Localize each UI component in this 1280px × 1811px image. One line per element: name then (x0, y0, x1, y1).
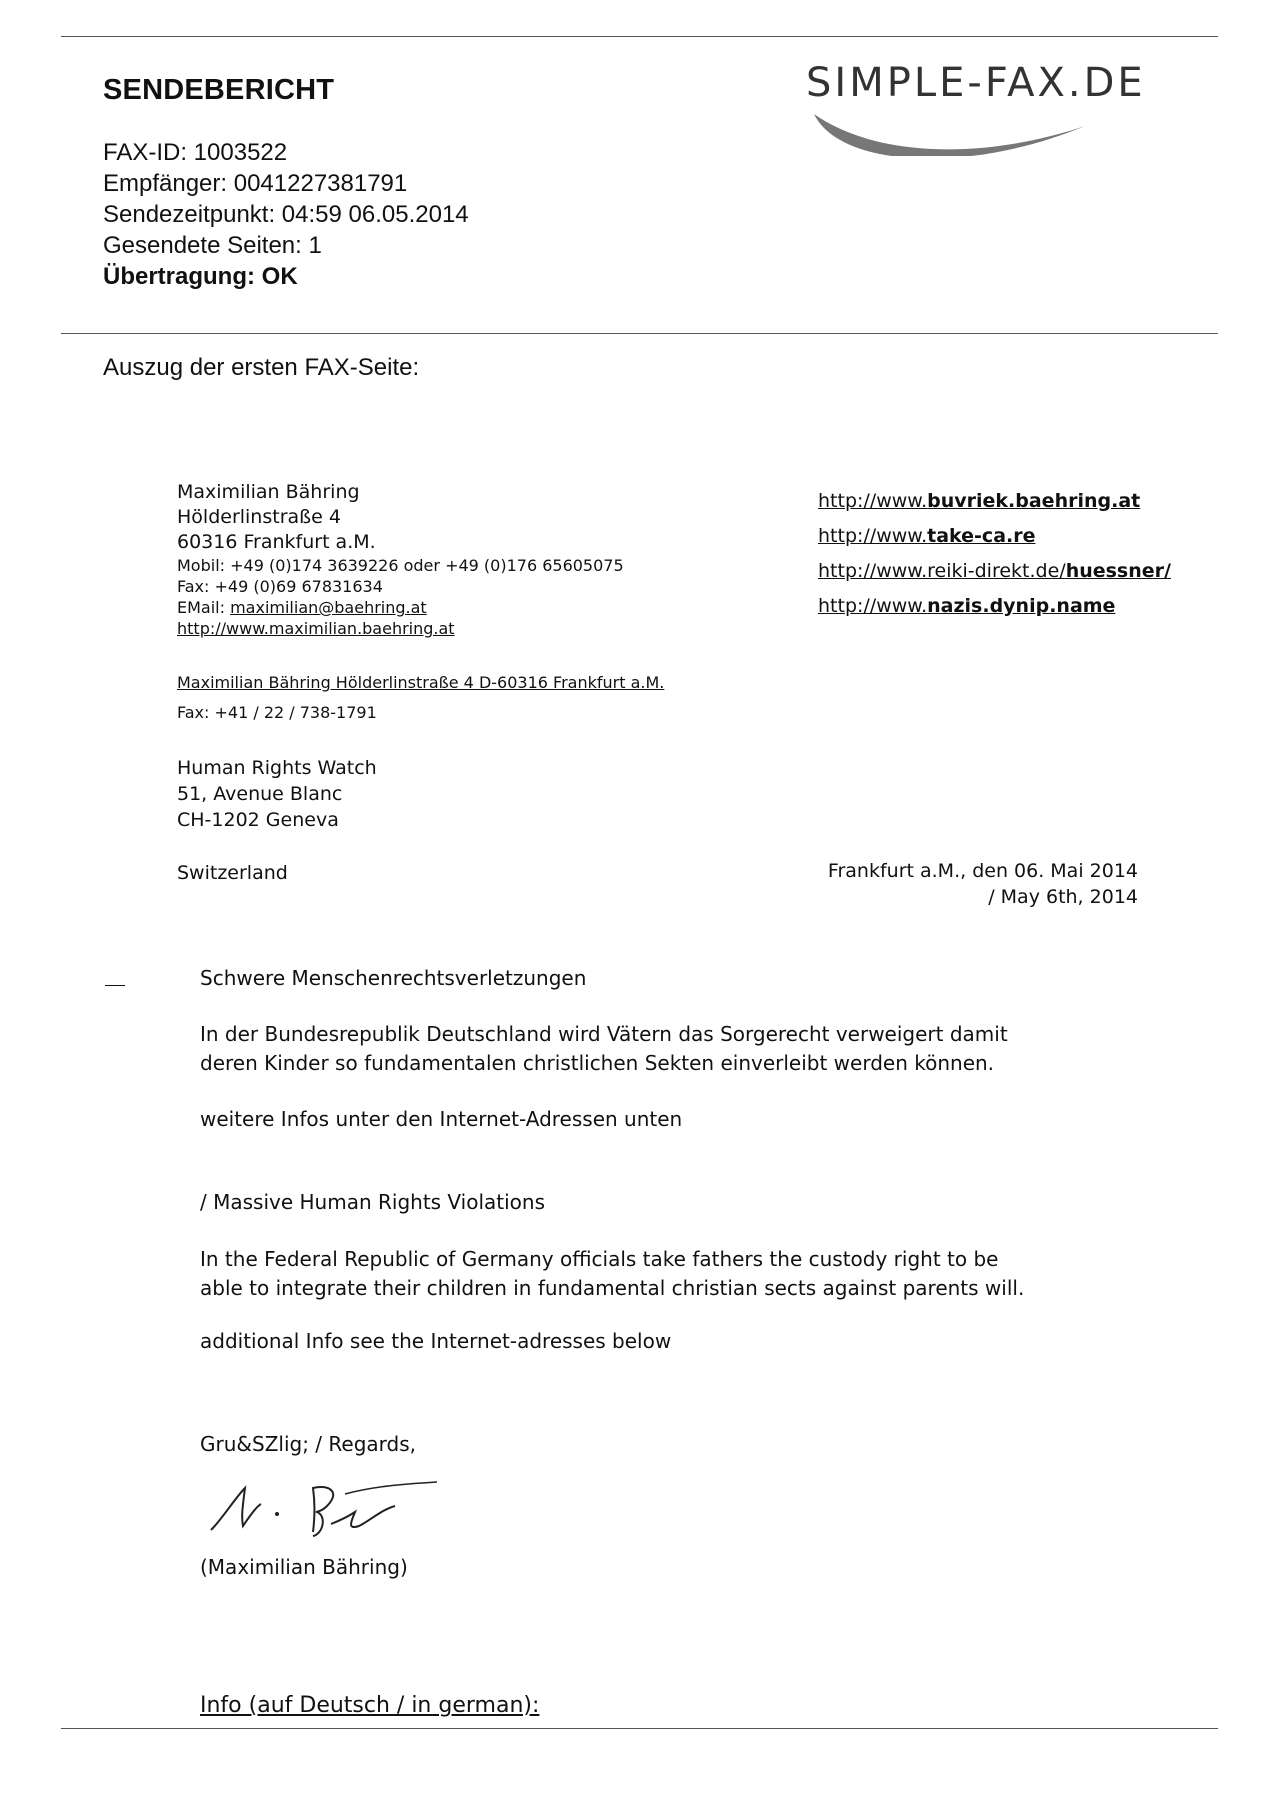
send-time: Sendezeitpunkt: 04:59 06.05.2014 (103, 201, 469, 228)
recipient-city: CH-1202 Geneva (177, 809, 339, 831)
date-german: Frankfurt a.M., den 06. Mai 2014 (827, 860, 1138, 882)
body-german-more-info: weitere Infos unter den Internet-Adressen unten (200, 1107, 683, 1131)
fax-id: FAX-ID: 1003522 (103, 139, 288, 166)
sender-city: 60316 Frankfurt a.M. (177, 531, 376, 553)
email-link[interactable]: maximilian@baehring.at (230, 598, 427, 617)
body-english-more-info: additional Info see the Internet-adresses below (200, 1329, 672, 1353)
link-buvriek[interactable] (818, 484, 1178, 519)
body-german-line-1: In der Bundesrepublik Deutschland wird Vätern das Sorgerecht verweigert damit (200, 1022, 1008, 1046)
link-reiki[interactable] (818, 554, 1178, 589)
report-title: SENDEBERICHT (103, 74, 335, 106)
sender-reference-line: Maximilian Bähring Hölderlinstraße 4 D-60316 Frankfurt a.M. (177, 673, 665, 692)
transmission-status: Übertragung: OK (103, 263, 298, 290)
sender-mobile (177, 555, 697, 576)
sender-email (177, 597, 697, 618)
date-english: / May 6th, 2014 (988, 886, 1138, 908)
sender-fax (177, 576, 697, 597)
fax-label: Fax: (177, 577, 210, 596)
link-prefix: http://www. (818, 595, 928, 617)
excerpt-label: Auszug der ersten FAX-Seite: (103, 354, 420, 381)
simple-fax-logo (800, 56, 1200, 156)
top-divider (61, 36, 1218, 37)
link-prefix: http://www. (818, 525, 928, 547)
bottom-divider (61, 1728, 1218, 1729)
link-take-ca[interactable] (818, 519, 1178, 554)
recipient-country: Switzerland (177, 862, 288, 884)
body-german (200, 1020, 1100, 1078)
sender-name: Maximilian Bähring (177, 481, 360, 503)
fold-mark (105, 985, 125, 986)
body-english (200, 1245, 1120, 1303)
link-bold: take-ca.re (927, 525, 1036, 547)
recipient-address (177, 755, 377, 833)
subject-english: / Massive Human Rights Violations (200, 1190, 546, 1214)
recipient-number: Empfänger: 0041227381791 (103, 170, 408, 197)
mobile-value: +49 (0)174 3639226 oder +49 (0)176 65605075 (230, 556, 624, 575)
mobile-label: Mobil: (177, 556, 226, 575)
letter-date (780, 858, 1138, 910)
link-bold: buvriek.baehring.at (927, 490, 1141, 512)
signature-name: (Maximilian Bähring) (200, 1555, 408, 1579)
fax-value: +49 (0)69 67831634 (214, 577, 383, 596)
handwritten-signature-icon (205, 1476, 445, 1546)
pages-sent: Gesendete Seiten: 1 (103, 232, 322, 259)
body-english-line-1: In the Federal Republic of Germany officials take fathers the custody right to be (200, 1247, 999, 1271)
link-nazis[interactable] (818, 589, 1178, 624)
header-divider (61, 333, 1218, 334)
link-list (818, 484, 1178, 624)
sender-street: Hölderlinstraße 4 (177, 506, 341, 528)
recipient-org: Human Rights Watch (177, 757, 377, 779)
body-english-line-2: able to integrate their children in fundamental christian sects against parents will. (200, 1276, 1025, 1300)
report-details (103, 137, 469, 292)
sender-block (177, 480, 697, 639)
link-prefix: http://www. (818, 490, 928, 512)
link-bold: huessner/ (1065, 560, 1171, 582)
recipient-fax: Fax: +41 / 22 / 738-1791 (177, 703, 377, 722)
recipient-street: 51, Avenue Blanc (177, 783, 343, 805)
logo-text: SIMPLE-FAX.DE (806, 60, 1146, 106)
link-prefix: http://www.reiki-direkt.de/ (818, 560, 1066, 582)
link-bold: nazis.dynip.name (927, 595, 1116, 617)
info-heading-link[interactable]: Info (auf Deutsch / in german): (200, 1693, 540, 1718)
greeting: Gru&SZlig; / Regards, (200, 1432, 416, 1456)
email-label: EMail: (177, 598, 225, 617)
sender-website-link[interactable]: http://www.maximilian.baehring.at (177, 619, 455, 638)
subject-german: Schwere Menschenrechtsverletzungen (200, 966, 587, 990)
body-german-line-2: deren Kinder so fundamentalen christlichen Sekten einverleibt werden können. (200, 1051, 995, 1075)
